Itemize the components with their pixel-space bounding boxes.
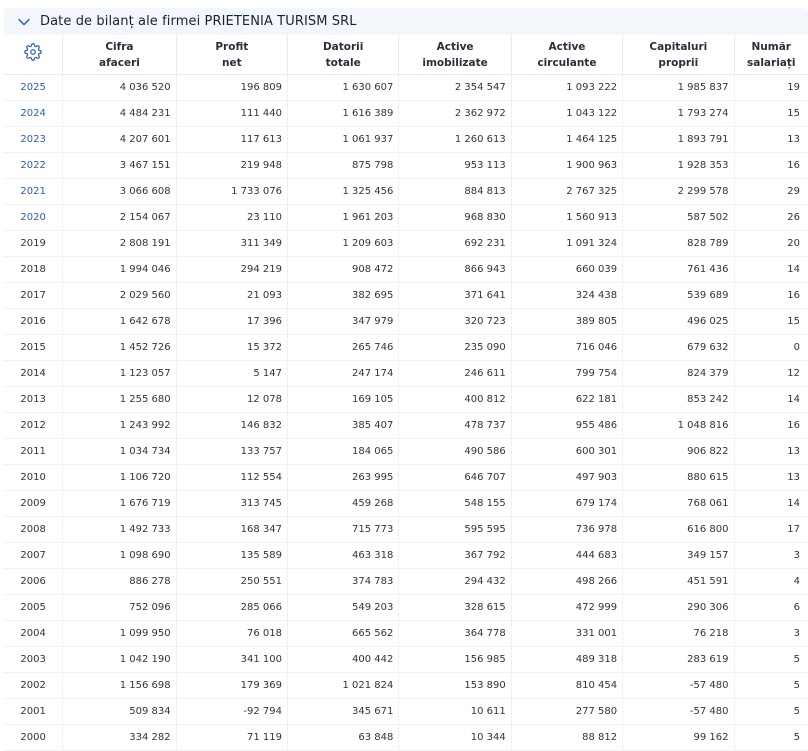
column-header — [623, 35, 734, 75]
table-cell: 112 554 — [176, 465, 287, 491]
table-cell: -92 794 — [176, 699, 287, 725]
table-cell: 1 048 816 — [623, 413, 734, 439]
table-cell: 265 746 — [288, 335, 399, 361]
table-cell: 168 347 — [176, 517, 287, 543]
table-cell: 20 — [734, 231, 808, 257]
table-cell: 153 890 — [399, 673, 511, 699]
table-cell: 156 985 — [399, 647, 511, 673]
table-row — [4, 231, 808, 257]
table-cell: 389 805 — [511, 309, 622, 335]
table-cell: 768 061 — [623, 491, 734, 517]
table-cell: 953 113 — [399, 153, 511, 179]
table-cell: 1 043 122 — [511, 101, 622, 127]
column-header-line2: salariați — [747, 56, 796, 69]
table-cell: 219 948 — [176, 153, 287, 179]
table-cell: 14 — [734, 491, 808, 517]
table-cell: 1 209 603 — [288, 231, 399, 257]
column-header-line2: proprii — [658, 56, 699, 69]
year-cell: 2003 — [4, 647, 63, 673]
year-cell: 2007 — [4, 543, 63, 569]
table-cell: 1 106 720 — [63, 465, 176, 491]
table-cell: 29 — [734, 179, 808, 205]
table-cell: 3 066 608 — [63, 179, 176, 205]
table-cell: 5 — [734, 725, 808, 751]
table-row — [4, 439, 808, 465]
table-cell: 4 — [734, 569, 808, 595]
table-cell: 184 065 — [288, 439, 399, 465]
table-cell: 752 096 — [63, 595, 176, 621]
table-cell: 290 306 — [623, 595, 734, 621]
table-cell: 1 560 913 — [511, 205, 622, 231]
column-header-line1: Număr — [751, 40, 791, 53]
table-row — [4, 309, 808, 335]
table-cell: 135 589 — [176, 543, 287, 569]
table-cell: 472 999 — [511, 595, 622, 621]
table-cell: 478 737 — [399, 413, 511, 439]
table-cell: 371 641 — [399, 283, 511, 309]
table-row — [4, 543, 808, 569]
table-cell: 16 — [734, 413, 808, 439]
table-cell: 345 671 — [288, 699, 399, 725]
year-cell: 2015 — [4, 335, 63, 361]
table-cell: -57 480 — [623, 673, 734, 699]
table-cell: 17 396 — [176, 309, 287, 335]
column-header-line2: imobilizate — [422, 56, 488, 69]
table-cell: 1 928 353 — [623, 153, 734, 179]
year-cell: 2016 — [4, 309, 63, 335]
column-header-line1: Active — [548, 40, 586, 53]
table-cell: 463 318 — [288, 543, 399, 569]
column-header-line2: circulante — [537, 56, 597, 69]
table-cell: 4 036 520 — [63, 75, 176, 101]
table-row — [4, 101, 808, 127]
table-cell: 4 484 231 — [63, 101, 176, 127]
table-cell: 4 207 601 — [63, 127, 176, 153]
table-cell: 1 093 222 — [511, 75, 622, 101]
table-cell: 250 551 — [176, 569, 287, 595]
table-cell: 451 591 — [623, 569, 734, 595]
column-header — [288, 35, 399, 75]
table-cell: 76 018 — [176, 621, 287, 647]
table-cell: 1 123 057 — [63, 361, 176, 387]
table-cell: 1 061 937 — [288, 127, 399, 153]
table-cell: 660 039 — [511, 257, 622, 283]
table-cell: 509 834 — [63, 699, 176, 725]
table-cell: 313 745 — [176, 491, 287, 517]
table-cell: 10 344 — [399, 725, 511, 751]
table-cell: 1 616 389 — [288, 101, 399, 127]
table-cell: 12 — [734, 361, 808, 387]
chevron-down-icon[interactable] — [16, 14, 32, 30]
table-cell: 283 619 — [623, 647, 734, 673]
table-cell: 866 943 — [399, 257, 511, 283]
balance-sheet-panel — [4, 8, 808, 751]
year-cell: 2008 — [4, 517, 63, 543]
table-cell: 646 707 — [399, 465, 511, 491]
table-cell: 6 — [734, 595, 808, 621]
table-cell: 5 — [734, 699, 808, 725]
table-row — [4, 75, 808, 101]
table-cell: 1 642 678 — [63, 309, 176, 335]
column-header — [63, 35, 176, 75]
table-cell: 364 778 — [399, 621, 511, 647]
year-link[interactable]: 2020 — [4, 205, 63, 231]
table-cell: 884 813 — [399, 179, 511, 205]
table-cell: 622 181 — [511, 387, 622, 413]
settings-button[interactable] — [4, 35, 63, 75]
table-cell: 196 809 — [176, 75, 287, 101]
table-cell: 1 255 680 — [63, 387, 176, 413]
table-cell: 16 — [734, 153, 808, 179]
year-cell: 2017 — [4, 283, 63, 309]
table-cell: 334 282 — [63, 725, 176, 751]
table-row — [4, 127, 808, 153]
table-cell: 374 783 — [288, 569, 399, 595]
year-cell: 2000 — [4, 725, 63, 751]
table-cell: 320 723 — [399, 309, 511, 335]
table-cell: 1 021 824 — [288, 673, 399, 699]
table-cell: 294 432 — [399, 569, 511, 595]
table-cell: 1 042 190 — [63, 647, 176, 673]
table-cell: 692 231 — [399, 231, 511, 257]
table-cell: 15 — [734, 309, 808, 335]
table-cell: 490 586 — [399, 439, 511, 465]
table-cell: 179 369 — [176, 673, 287, 699]
table-cell: 489 318 — [511, 647, 622, 673]
column-header-line2: afaceri — [98, 56, 140, 69]
table-cell: 955 486 — [511, 413, 622, 439]
table-cell: 76 218 — [623, 621, 734, 647]
year-cell: 2001 — [4, 699, 63, 725]
table-cell: -57 480 — [623, 699, 734, 725]
table-cell: 99 162 — [623, 725, 734, 751]
table-cell: 679 174 — [511, 491, 622, 517]
table-cell: 169 105 — [288, 387, 399, 413]
table-cell: 13 — [734, 127, 808, 153]
table-cell: 117 613 — [176, 127, 287, 153]
table-row — [4, 595, 808, 621]
table-row — [4, 179, 808, 205]
table-cell: 886 278 — [63, 569, 176, 595]
table-cell: 1 900 963 — [511, 153, 622, 179]
table-cell: 1 985 837 — [623, 75, 734, 101]
table-row — [4, 413, 808, 439]
table-row — [4, 673, 808, 699]
table-row — [4, 153, 808, 179]
table-cell: 385 407 — [288, 413, 399, 439]
table-cell: 400 812 — [399, 387, 511, 413]
table-cell: 235 090 — [399, 335, 511, 361]
balance-table — [4, 35, 808, 751]
table-row — [4, 361, 808, 387]
table-cell: 715 773 — [288, 517, 399, 543]
table-cell: 1 994 046 — [63, 257, 176, 283]
year-cell: 2013 — [4, 387, 63, 413]
table-cell: 400 442 — [288, 647, 399, 673]
panel-title: Date de bilanț ale firmei PRIETENIA TURISM SRL — [40, 14, 357, 29]
year-cell: 2006 — [4, 569, 63, 595]
table-cell: 15 — [734, 101, 808, 127]
table-cell: 14 — [734, 257, 808, 283]
year-cell: 2010 — [4, 465, 63, 491]
column-header-line1: Capitaluri — [649, 40, 708, 53]
gear-icon[interactable] — [24, 52, 42, 64]
table-cell: 2 299 578 — [623, 179, 734, 205]
column-header — [176, 35, 287, 75]
table-cell: 5 147 — [176, 361, 287, 387]
table-row — [4, 283, 808, 309]
table-cell: 2 154 067 — [63, 205, 176, 231]
table-cell: 1 091 324 — [511, 231, 622, 257]
table-cell: 2 808 191 — [63, 231, 176, 257]
table-cell: 875 798 — [288, 153, 399, 179]
table-cell: 349 157 — [623, 543, 734, 569]
year-cell: 2018 — [4, 257, 63, 283]
table-cell: 13 — [734, 465, 808, 491]
table-cell: 1 676 719 — [63, 491, 176, 517]
table-cell: 459 268 — [288, 491, 399, 517]
table-cell: 853 242 — [623, 387, 734, 413]
table-cell: 0 — [734, 335, 808, 361]
table-cell: 1 630 607 — [288, 75, 399, 101]
table-cell: 14 — [734, 387, 808, 413]
table-cell: 17 — [734, 517, 808, 543]
year-link[interactable]: 2025 — [4, 75, 63, 101]
column-header — [734, 35, 808, 75]
table-cell: 246 611 — [399, 361, 511, 387]
table-cell: 600 301 — [511, 439, 622, 465]
year-cell: 2012 — [4, 413, 63, 439]
table-cell: 444 683 — [511, 543, 622, 569]
panel-header[interactable] — [4, 8, 808, 35]
table-cell: 285 066 — [176, 595, 287, 621]
table-cell: 1 034 734 — [63, 439, 176, 465]
table-row — [4, 387, 808, 413]
table-cell: 616 800 — [623, 517, 734, 543]
column-header-line2: totale — [325, 56, 361, 69]
table-cell: 548 155 — [399, 491, 511, 517]
table-cell: 1 325 456 — [288, 179, 399, 205]
table-row — [4, 465, 808, 491]
table-row — [4, 205, 808, 231]
table-header-row — [4, 35, 808, 75]
table-row — [4, 335, 808, 361]
table-cell: 539 689 — [623, 283, 734, 309]
table-cell: 498 266 — [511, 569, 622, 595]
year-link[interactable]: 2024 — [4, 101, 63, 127]
table-cell: 828 789 — [623, 231, 734, 257]
table-cell: 10 611 — [399, 699, 511, 725]
table-row — [4, 699, 808, 725]
table-cell: 1 893 791 — [623, 127, 734, 153]
table-cell: 799 754 — [511, 361, 622, 387]
table-cell: 3 — [734, 543, 808, 569]
table-cell: 88 812 — [511, 725, 622, 751]
table-cell: 294 219 — [176, 257, 287, 283]
table-cell: 2 354 547 — [399, 75, 511, 101]
table-cell: 13 — [734, 439, 808, 465]
table-cell: 133 757 — [176, 439, 287, 465]
column-header-line1: Datorii — [322, 40, 364, 53]
column-header — [511, 35, 622, 75]
table-cell: 2 029 560 — [63, 283, 176, 309]
table-cell: 1 793 274 — [623, 101, 734, 127]
table-cell: 968 830 — [399, 205, 511, 231]
table-body — [4, 75, 808, 751]
table-cell: 1 464 125 — [511, 127, 622, 153]
table-cell: 1 452 726 — [63, 335, 176, 361]
year-cell: 2004 — [4, 621, 63, 647]
table-cell: 908 472 — [288, 257, 399, 283]
table-cell: 5 — [734, 673, 808, 699]
table-cell: 247 174 — [288, 361, 399, 387]
table-cell: 1 733 076 — [176, 179, 287, 205]
table-cell: 665 562 — [288, 621, 399, 647]
table-cell: 595 595 — [399, 517, 511, 543]
table-cell: 810 454 — [511, 673, 622, 699]
table-cell: 263 995 — [288, 465, 399, 491]
table-row — [4, 647, 808, 673]
year-link[interactable]: 2023 — [4, 127, 63, 153]
table-cell: 15 372 — [176, 335, 287, 361]
table-cell: 880 615 — [623, 465, 734, 491]
table-cell: 26 — [734, 205, 808, 231]
table-cell: 341 100 — [176, 647, 287, 673]
column-header-line1: Cifra — [105, 40, 134, 53]
year-link[interactable]: 2021 — [4, 179, 63, 205]
table-cell: 311 349 — [176, 231, 287, 257]
table-cell: 2 362 972 — [399, 101, 511, 127]
table-cell: 497 903 — [511, 465, 622, 491]
table-cell: 1 243 992 — [63, 413, 176, 439]
year-cell: 2019 — [4, 231, 63, 257]
table-row — [4, 725, 808, 751]
table-cell: 3 — [734, 621, 808, 647]
table-cell: 736 978 — [511, 517, 622, 543]
table-row — [4, 491, 808, 517]
table-row — [4, 517, 808, 543]
table-cell: 1 099 950 — [63, 621, 176, 647]
table-cell: 19 — [734, 75, 808, 101]
table-cell: 716 046 — [511, 335, 622, 361]
table-cell: 12 078 — [176, 387, 287, 413]
table-cell: 1 098 690 — [63, 543, 176, 569]
table-cell: 2 767 325 — [511, 179, 622, 205]
table-cell: 679 632 — [623, 335, 734, 361]
year-cell: 2011 — [4, 439, 63, 465]
year-cell: 2009 — [4, 491, 63, 517]
table-cell: 496 025 — [623, 309, 734, 335]
column-header-line2: net — [222, 56, 242, 69]
table-cell: 824 379 — [623, 361, 734, 387]
table-cell: 1 492 733 — [63, 517, 176, 543]
table-cell: 111 440 — [176, 101, 287, 127]
table-cell: 324 438 — [511, 283, 622, 309]
year-link[interactable]: 2022 — [4, 153, 63, 179]
table-cell: 347 979 — [288, 309, 399, 335]
table-cell: 1 156 698 — [63, 673, 176, 699]
year-cell: 2002 — [4, 673, 63, 699]
table-cell: 328 615 — [399, 595, 511, 621]
table-cell: 331 001 — [511, 621, 622, 647]
table-cell: 382 695 — [288, 283, 399, 309]
table-cell: 367 792 — [399, 543, 511, 569]
table-cell: 3 467 151 — [63, 153, 176, 179]
table-cell: 16 — [734, 283, 808, 309]
column-header — [399, 35, 511, 75]
table-cell: 549 203 — [288, 595, 399, 621]
table-row — [4, 621, 808, 647]
table-cell: 146 832 — [176, 413, 287, 439]
table-cell: 63 848 — [288, 725, 399, 751]
table-cell: 21 093 — [176, 283, 287, 309]
table-row — [4, 257, 808, 283]
table-cell: 1 260 613 — [399, 127, 511, 153]
column-header-line1: Active — [436, 40, 474, 53]
table-cell: 587 502 — [623, 205, 734, 231]
table-cell: 277 580 — [511, 699, 622, 725]
table-cell: 23 110 — [176, 205, 287, 231]
table-cell: 906 822 — [623, 439, 734, 465]
table-cell: 1 961 203 — [288, 205, 399, 231]
table-cell: 761 436 — [623, 257, 734, 283]
table-row — [4, 569, 808, 595]
table-cell: 5 — [734, 647, 808, 673]
table-cell: 71 119 — [176, 725, 287, 751]
column-header-line1: Profit — [215, 40, 249, 53]
year-cell: 2014 — [4, 361, 63, 387]
year-cell: 2005 — [4, 595, 63, 621]
